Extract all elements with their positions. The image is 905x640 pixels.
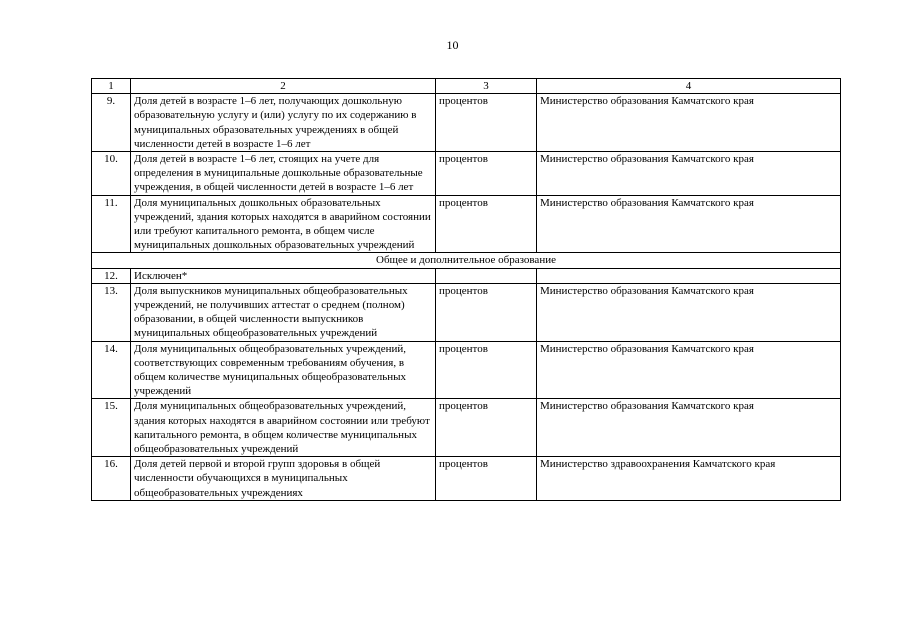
indicator-text: Доля детей первой и второй групп здоровья в общей численности обучающихся в муниципальных общеобразовательных учреждениях	[131, 457, 436, 501]
indicator-text: Доля детей в возрасте 1–6 лет, стоящих на учете для определения в муниципальные дошкольные образовательные учреждения, в общей численности детей в возрасте 1–6 лет	[131, 152, 436, 196]
row-number: 9.	[92, 94, 131, 152]
indicators-table	[91, 78, 841, 501]
header-cell-4: 4	[537, 79, 841, 94]
indicator-text: Доля детей в возрасте 1–6 лет, получающих дошкольную образовательную услугу и (или) услугу по их содержанию в муниципальных образовательных учреждениях в общей численности детей в возрасте 1–6 лет	[131, 94, 436, 152]
row-number: 16.	[92, 457, 131, 501]
table-row	[92, 152, 841, 196]
table-row	[92, 341, 841, 399]
organization-cell: Министерство образования Камчатского края	[537, 399, 841, 457]
indicator-text: Доля муниципальных дошкольных образовательных учреждений, здания которых находятся в аварийном состоянии или требуют капитального ремонта, в общем числе муниципальных дошкольных образовательных учреждений	[131, 195, 436, 253]
header-cell-1: 1	[92, 79, 131, 94]
row-number: 13.	[92, 283, 131, 341]
unit-cell: процентов	[436, 457, 537, 501]
row-number: 12.	[92, 268, 131, 283]
unit-cell: процентов	[436, 152, 537, 196]
unit-cell	[436, 268, 537, 283]
table-row	[92, 94, 841, 152]
indicator-text: Доля муниципальных общеобразовательных учреждений, соответствующих современным требованиям обучения, в общем количестве муниципальных общеобразовательных учреждений	[131, 341, 436, 399]
section-row	[92, 253, 841, 268]
indicator-text: Доля муниципальных общеобразовательных учреждений, здания которых находятся в аварийном состоянии или требуют капитального ремонта, в общем количестве муниципальных общеобразовательных учреждений	[131, 399, 436, 457]
row-number: 10.	[92, 152, 131, 196]
table-row	[92, 457, 841, 501]
unit-cell: процентов	[436, 94, 537, 152]
row-number: 15.	[92, 399, 131, 457]
table-row	[92, 399, 841, 457]
table-row	[92, 268, 841, 283]
table-row	[92, 195, 841, 253]
page-number: 10	[446, 38, 459, 52]
organization-cell: Министерство образования Камчатского края	[537, 283, 841, 341]
row-number: 14.	[92, 341, 131, 399]
unit-cell: процентов	[436, 283, 537, 341]
indicator-text: Исключен*	[131, 268, 436, 283]
table-row	[92, 283, 841, 341]
header-cell-2: 2	[131, 79, 436, 94]
unit-cell: процентов	[436, 195, 537, 253]
organization-cell	[537, 268, 841, 283]
section-title: Общее и дополнительное образование	[92, 253, 841, 268]
organization-cell: Министерство образования Камчатского края	[537, 341, 841, 399]
indicator-text: Доля выпускников муниципальных общеобразовательных учреждений, не получивших аттестат о среднем (полном) образовании, в общей численности выпускников муниципальных общеобразовательных учреждений	[131, 283, 436, 341]
organization-cell: Министерство образования Камчатского края	[537, 152, 841, 196]
header-cell-3: 3	[436, 79, 537, 94]
unit-cell: процентов	[436, 341, 537, 399]
organization-cell: Министерство образования Камчатского края	[537, 94, 841, 152]
organization-cell: Министерство образования Камчатского края	[537, 195, 841, 253]
organization-cell: Министерство здравоохранения Камчатского края	[537, 457, 841, 501]
header-row	[92, 79, 841, 94]
unit-cell: процентов	[436, 399, 537, 457]
row-number: 11.	[92, 195, 131, 253]
